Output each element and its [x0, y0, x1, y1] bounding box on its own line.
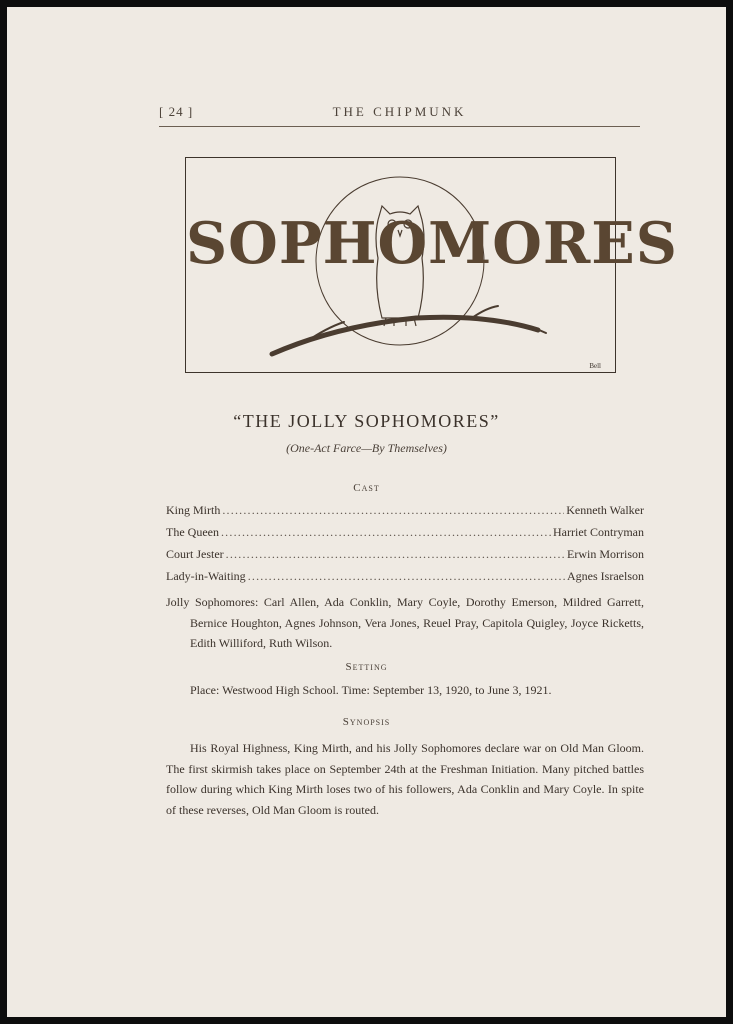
- artist-signature: Bell: [589, 362, 601, 370]
- chorus-list: Jolly Sophomores: Carl Allen, Ada Conklin, Mary Coyle, Dorothy Emerson, Mildred Garrett, Bernice Houghton, Agnes Johnson, Vera Jones, Reuel Pray, Capitola Quigley, Joyce Ricketts, Edith Williford, Ruth Wilson.: [166, 595, 644, 650]
- cast-list: [166, 503, 644, 591]
- cast-row: [166, 525, 644, 547]
- cast-actor: Harriet Contryman: [553, 525, 644, 539]
- cast-row: [166, 547, 644, 569]
- cast-row: [166, 503, 644, 525]
- sophomores-illustration: [185, 157, 678, 373]
- cast-role: Court Jester: [166, 547, 224, 561]
- cast-row: [166, 569, 644, 591]
- setting-text: Place: Westwood High School. Time: September 13, 1920, to June 3, 1921.: [190, 683, 552, 697]
- sophomores-wordmark: SOPHOMORES: [186, 210, 678, 277]
- cast-actor: Erwin Morrison: [567, 547, 644, 561]
- cast-actor: Kenneth Walker: [566, 503, 644, 517]
- page-number: [ 24 ]: [159, 104, 194, 119]
- setting-heading: Setting: [345, 661, 388, 673]
- running-header: [159, 104, 640, 127]
- dot-leader: [226, 547, 565, 562]
- synopsis-heading: Synopsis: [342, 716, 391, 728]
- cast-actor: Agnes Israelson: [567, 569, 644, 583]
- running-title: THE CHIPMUNK: [332, 104, 467, 119]
- cast-role: Lady-in-Waiting: [166, 569, 246, 583]
- play-subtitle: (One-Act Farce—By Themselves): [286, 441, 447, 455]
- cast-role: King Mirth: [166, 503, 221, 517]
- dot-leader: [221, 525, 551, 540]
- cast-role: The Queen: [166, 525, 219, 539]
- dot-leader: [248, 569, 565, 584]
- branch: [272, 306, 546, 354]
- play-title: “THE JOLLY SOPHOMORES”: [233, 411, 500, 431]
- synopsis-text: His Royal Highness, King Mirth, and his Jolly Sophomores declare war on Old Man Gloom. The first skirmish takes place on September 24th at the Freshman Initiation. Many pitched battles follow during which King Mirth loses two of his followers, Ada Conklin and Mary Coyle. In spite of these reverses, Old Man Gloom is routed.: [166, 741, 644, 817]
- cast-heading: Cast: [353, 482, 380, 494]
- dot-leader: [222, 503, 564, 518]
